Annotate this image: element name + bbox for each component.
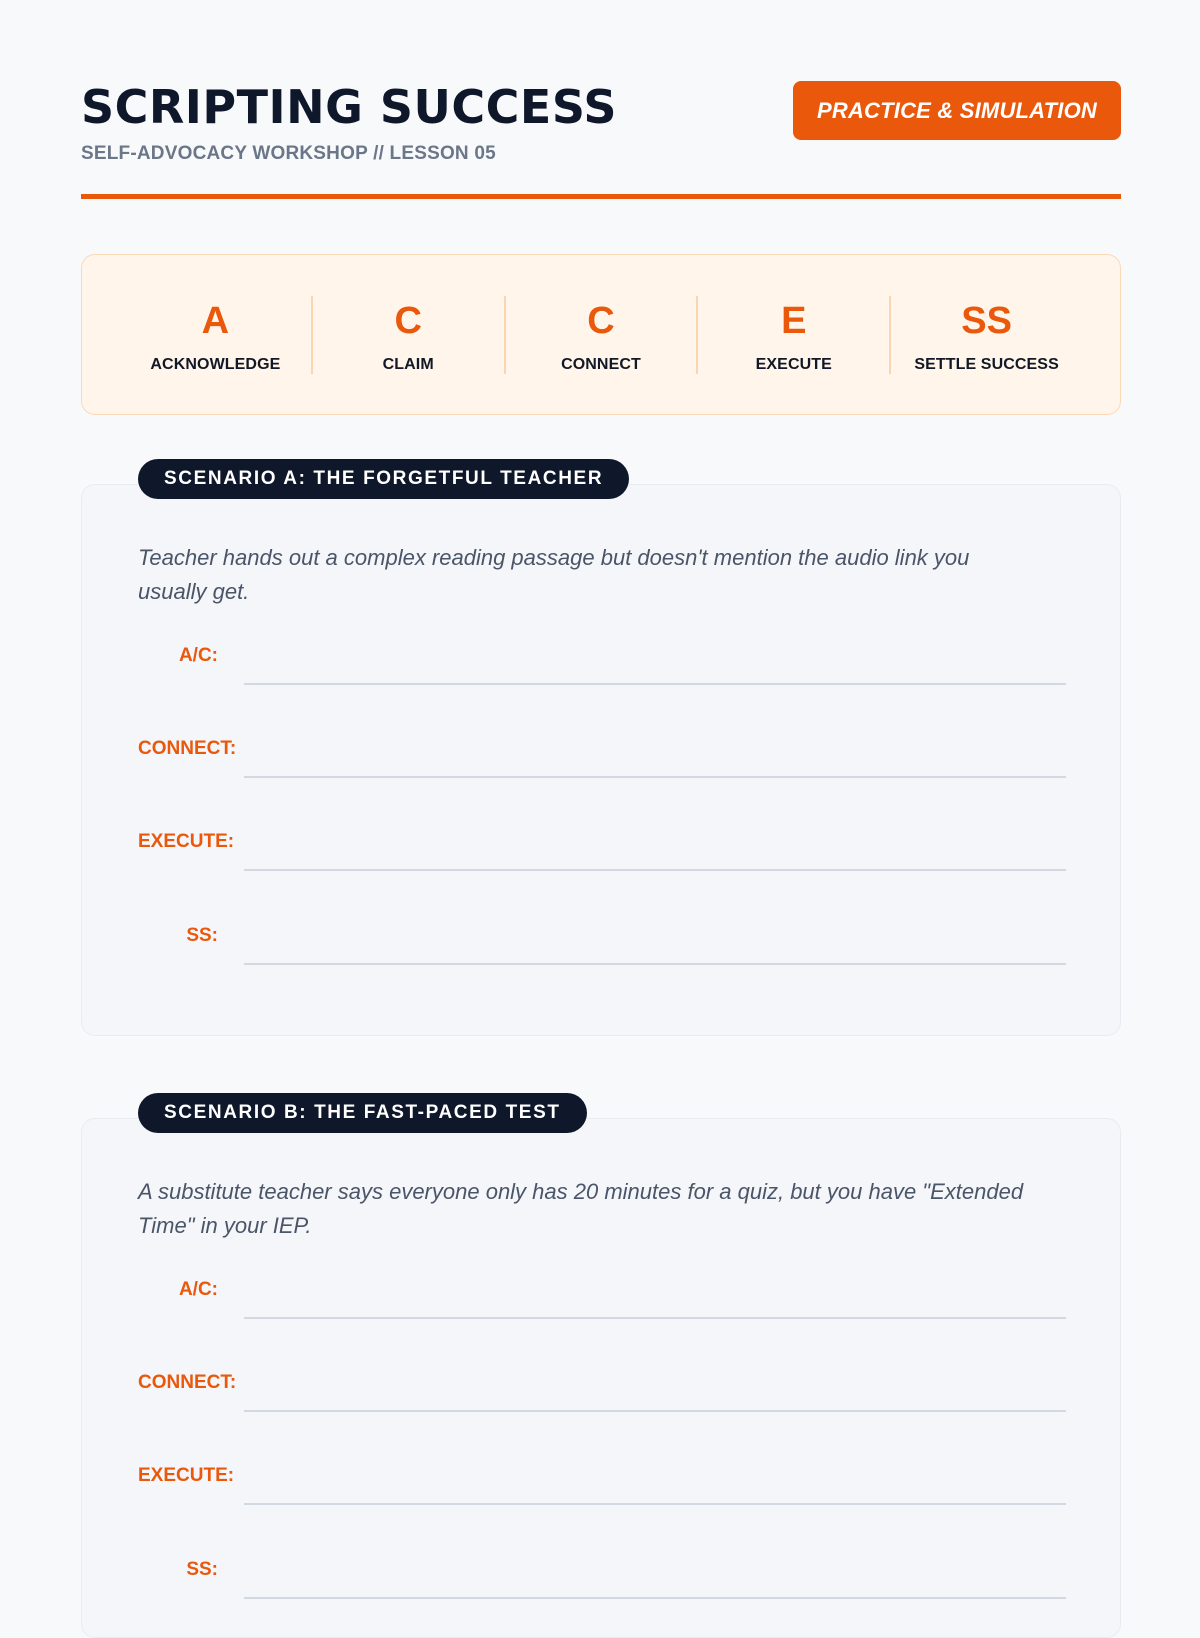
- field-label: CONNECT:: [138, 738, 237, 759]
- acronym-item-connect: [504, 296, 697, 374]
- write-line[interactable]: [244, 776, 1066, 778]
- field-label: EXECUTE:: [138, 1465, 235, 1486]
- acronym-letter: C: [394, 299, 422, 342]
- connect-field[interactable]: [138, 728, 1066, 778]
- write-line[interactable]: [244, 869, 1066, 871]
- acronym-bar: [81, 254, 1121, 415]
- write-line[interactable]: [244, 683, 1066, 685]
- page-title: SCRIPTING SUCCESS: [81, 80, 618, 134]
- write-line[interactable]: [244, 1317, 1066, 1319]
- write-line[interactable]: [244, 1410, 1066, 1412]
- acronym-word: CONNECT: [561, 355, 641, 373]
- scenario-tag-b: SCENARIO B: THE FAST-PACED TEST: [138, 1093, 587, 1133]
- page-subtitle: SELF-ADVOCACY WORKSHOP // LESSON 05: [81, 143, 496, 164]
- write-line[interactable]: [244, 1503, 1066, 1505]
- acronym-letter: A: [201, 299, 230, 342]
- ss-field[interactable]: [138, 915, 1066, 965]
- write-line[interactable]: [244, 963, 1066, 965]
- field-label: SS:: [186, 1559, 218, 1580]
- acronym-item-settle-success: [889, 296, 1082, 374]
- write-line[interactable]: [244, 1597, 1066, 1599]
- ss-field[interactable]: [138, 1549, 1066, 1599]
- acronym-letter: E: [781, 299, 807, 342]
- ac-field[interactable]: [138, 635, 1066, 685]
- scenario-prompt: Teacher hands out a complex reading passage but doesn't mention the audio link you usually get.: [138, 545, 970, 604]
- field-label: A/C:: [178, 1279, 218, 1300]
- scenario-card-a: [81, 484, 1121, 1036]
- acronym-word: CLAIM: [382, 355, 434, 373]
- scenario-card-b: [81, 1118, 1121, 1638]
- field-label: A/C:: [178, 645, 218, 666]
- connect-field[interactable]: [138, 1362, 1066, 1412]
- field-label: SS:: [186, 925, 218, 946]
- execute-field[interactable]: [138, 821, 1066, 871]
- acronym-word: EXECUTE: [755, 355, 832, 373]
- acronym-word: SETTLE SUCCESS: [914, 355, 1059, 373]
- acronym-item-acknowledge: [120, 296, 311, 374]
- acronym-item-execute: [696, 296, 889, 374]
- scenario-tag-a: SCENARIO A: THE FORGETFUL TEACHER: [138, 459, 629, 499]
- acronym-letter: C: [587, 299, 615, 342]
- field-label: EXECUTE:: [138, 831, 235, 852]
- acronym-letter: SS: [961, 299, 1012, 342]
- scenario-prompt: A substitute teacher says everyone only has 20 minutes for a quiz, but you have "Extended Time" in your IEP.: [138, 1179, 1024, 1238]
- practice-badge: PRACTICE & SIMULATION: [793, 81, 1121, 140]
- header-divider: [81, 194, 1121, 199]
- acronym-word: ACKNOWLEDGE: [150, 355, 281, 373]
- ac-field[interactable]: [138, 1269, 1066, 1319]
- header: [81, 74, 1121, 202]
- acronym-item-claim: [311, 296, 504, 374]
- execute-field[interactable]: [138, 1455, 1066, 1505]
- field-label: CONNECT:: [138, 1372, 237, 1393]
